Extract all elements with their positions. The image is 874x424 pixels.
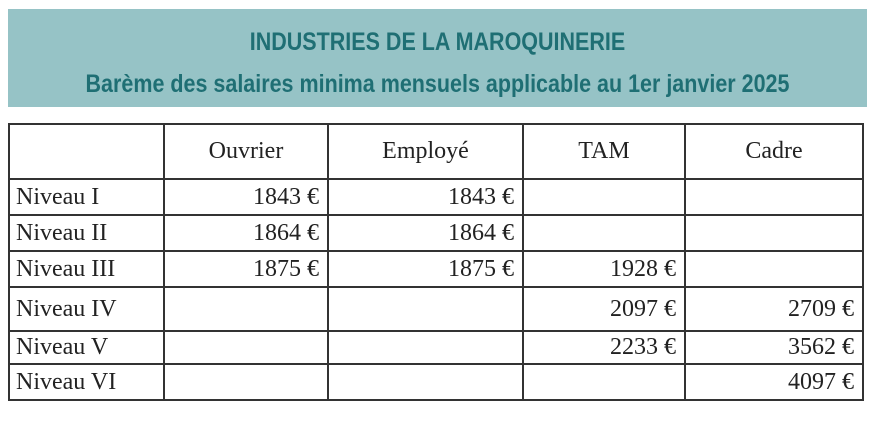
header-cell-employe: Employé [328,124,523,179]
row-label: Niveau III [9,251,164,287]
cell-value [685,215,863,251]
cell-value: 2097 € [523,287,685,331]
row-label: Niveau IV [9,287,164,331]
row-label: Niveau I [9,179,164,215]
cell-value [164,287,328,331]
salary-table [8,123,864,401]
page-subtitle: Barème des salaires minima mensuels applicable au 1er janvier 2025 [85,70,790,98]
header-cell-empty [9,124,164,179]
header-cell-tam: TAM [523,124,685,179]
cell-value: 1843 € [164,179,328,215]
cell-value: 1875 € [164,251,328,287]
cell-value [328,331,523,364]
cell-value: 3562 € [685,331,863,364]
cell-value [685,179,863,215]
cell-value [164,331,328,364]
row-label: Niveau II [9,215,164,251]
cell-value: 1864 € [164,215,328,251]
row-label: Niveau VI [9,364,164,400]
page-title: INDUSTRIES DE LA MAROQUINERIE [249,28,626,56]
table-row [9,331,863,364]
cell-value: 1843 € [328,179,523,215]
cell-value: 4097 € [685,364,863,400]
header-banner [8,9,867,107]
cell-value [523,179,685,215]
table-row [9,215,863,251]
cell-value: 1928 € [523,251,685,287]
table-row [9,287,863,331]
cell-value [164,364,328,400]
cell-value [328,287,523,331]
cell-value [523,364,685,400]
cell-value [685,251,863,287]
cell-value: 1875 € [328,251,523,287]
table-row [9,251,863,287]
header-cell-cadre: Cadre [685,124,863,179]
cell-value [523,215,685,251]
header-cell-ouvrier: Ouvrier [164,124,328,179]
table-row [9,364,863,400]
cell-value: 2709 € [685,287,863,331]
cell-value: 1864 € [328,215,523,251]
table-row [9,179,863,215]
cell-value [328,364,523,400]
row-label: Niveau V [9,331,164,364]
table-header-row [9,124,863,179]
cell-value: 2233 € [523,331,685,364]
